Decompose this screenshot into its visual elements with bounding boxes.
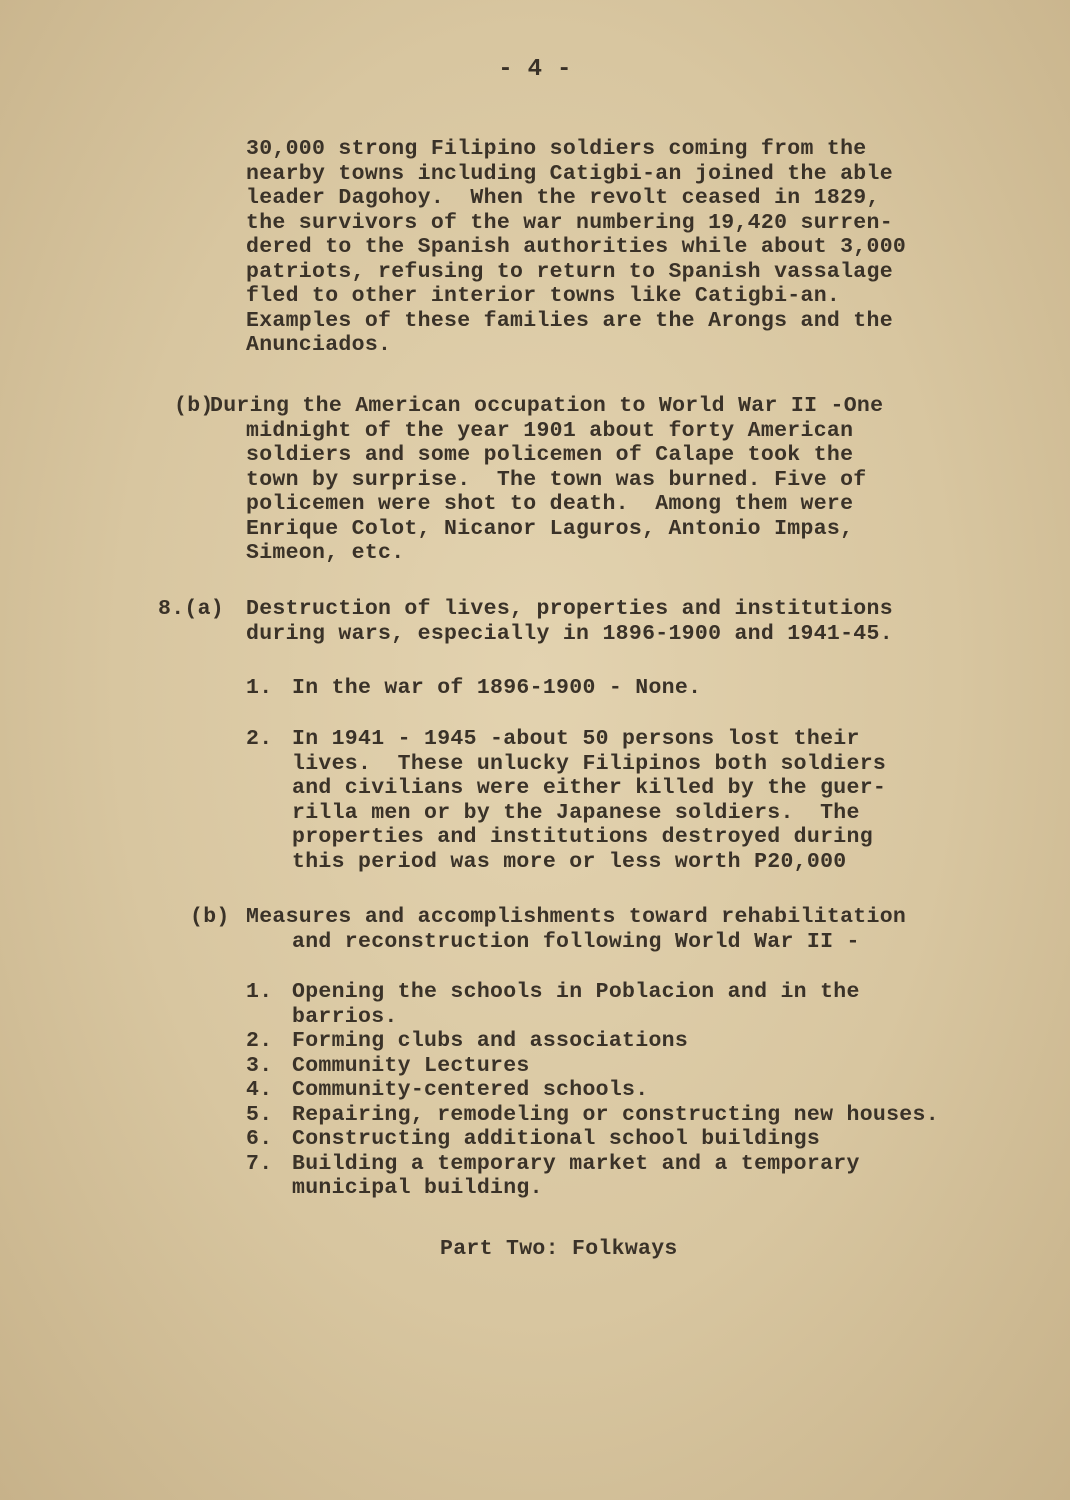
item-line: Forming clubs and associations: [292, 1029, 689, 1053]
section-line: Enrique Colot, Nicanor Laguros, Antonio Impas,: [246, 516, 854, 541]
section-b-american-marker-wrap: [174, 394, 214, 419]
section-line: soldiers and some policemen of Calape took the: [246, 443, 854, 467]
intro-line: leader Dagohoy. When the revolt ceased in 1829,: [246, 186, 880, 210]
item-line: barrios.: [292, 1004, 398, 1029]
item-number: 7.: [246, 1151, 273, 1176]
intro-paragraph: [246, 137, 906, 358]
list-item-text: [292, 727, 886, 874]
intro-line: fled to other interior towns like Catigbi-an.: [246, 284, 841, 308]
section-b-american: [210, 394, 883, 419]
section-marker: (b): [190, 905, 230, 929]
item-number: 2.: [246, 727, 273, 751]
section-line: town by surprise. The town was burned. Five of: [246, 467, 867, 492]
section-8a-marker-wrap: [158, 597, 224, 622]
section-line: Simeon, etc.: [246, 541, 405, 565]
item-number: 1.: [246, 676, 273, 700]
item-line: Repairing, remodeling or constructing new houses.: [292, 1102, 939, 1127]
section-line: and reconstruction following World War II -: [292, 929, 860, 954]
part-two-title: [440, 1237, 678, 1262]
item-line: properties and institutions destroyed during: [292, 825, 873, 849]
section-line: during wars, especially in 1896-1900 and 1941-45.: [246, 621, 893, 646]
section-8b-marker-wrap: [190, 905, 230, 930]
item-line: In 1941 - 1945 -about 50 persons lost their: [292, 727, 860, 751]
intro-line: Anunciados.: [246, 333, 392, 357]
item-number: 1.: [246, 980, 273, 1004]
item-number: 4.: [246, 1078, 273, 1102]
section-line: During the American occupation to World War II -One: [210, 394, 884, 418]
item-line: lives. These unlucky Filipinos both soldiers: [292, 751, 887, 776]
item-line: Community Lectures: [292, 1053, 530, 1078]
item-number: 3.: [246, 1053, 273, 1078]
item-line: Constructing additional school buildings: [292, 1127, 821, 1151]
item-line: rilla men or by the Japanese soldiers. The: [292, 800, 860, 825]
list-item: [246, 727, 272, 752]
item-line: Community-centered schools.: [292, 1078, 649, 1102]
section-8b-heading-cont: [292, 930, 860, 955]
intro-line: nearby towns including Catigbi-an joined the able: [246, 161, 893, 186]
intro-line: Examples of these families are the Arongs and the: [246, 308, 893, 333]
section-line: Measures and accomplishments toward rehabilitation: [246, 905, 907, 929]
intro-line: 30,000 strong Filipino soldiers coming from the: [246, 137, 867, 161]
section-line: policemen were shot to death. Among them were: [246, 492, 854, 516]
item-line: this period was more or less worth P20,000: [292, 849, 847, 874]
page-number: - 4 -: [498, 56, 572, 83]
item-line: and civilians were either killed by the guer-: [292, 776, 887, 800]
item-line: municipal building.: [292, 1176, 543, 1200]
item-line: In the war of 1896-1900 - None.: [292, 676, 702, 700]
item-number: 2.: [246, 1029, 273, 1053]
section-8a-heading: [246, 597, 893, 646]
list-item-text: [292, 676, 701, 701]
part-two-heading: Part Two: Folkways: [440, 1237, 678, 1261]
measures-text: [292, 980, 939, 1201]
section-8b-heading: [246, 905, 906, 930]
intro-line: dered to the Spanish authorities while about 3,000: [246, 235, 907, 259]
section-b-american-body: [246, 419, 867, 566]
list-item: [246, 676, 272, 701]
item-line: Opening the schools in Poblacion and in the: [292, 980, 860, 1004]
measures-numbers: [246, 980, 272, 1176]
section-line: Destruction of lives, properties and institutions: [246, 597, 893, 621]
intro-line: the survivors of the war numbering 19,420 surren-: [246, 210, 893, 235]
section-marker: (b): [174, 394, 214, 418]
section-marker: 8.(a): [158, 597, 225, 621]
item-number: 5.: [246, 1102, 273, 1127]
item-line: Building a temporary market and a temporary: [292, 1151, 860, 1176]
item-number: 6.: [246, 1127, 273, 1151]
section-line: midnight of the year 1901 about forty American: [246, 418, 854, 443]
intro-line: patriots, refusing to return to Spanish vassalage: [246, 259, 893, 284]
